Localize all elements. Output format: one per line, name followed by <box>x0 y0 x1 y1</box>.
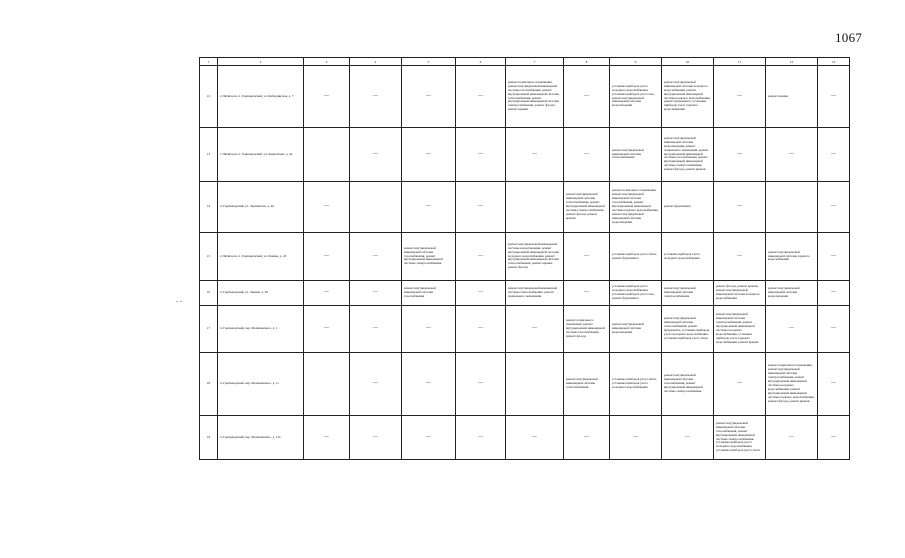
work-cell: — <box>818 281 850 306</box>
work-cell: — <box>456 66 506 128</box>
work-cell: — <box>818 66 850 128</box>
work-cell: ремонт внутридомовой инженерной системы газоснабжения, ремонт внутридомовой инженерной системы электроснабжения, установка приборов учета холодного водоснабжения, установка приборов учета тепла <box>714 416 766 460</box>
work-cell: — <box>714 128 766 182</box>
work-cell: — <box>402 353 456 416</box>
table-row <box>200 416 850 460</box>
work-cell: — <box>818 182 850 233</box>
work-cell: — <box>818 416 850 460</box>
work-cell: ремонт внутридомовой инженерной системы холодного водоснабжения, ремонт внутридомовой инженерной системы горячего водоснабжения, ремонт фундамента, установка приборов учета горячего водоснабжения <box>662 66 714 128</box>
work-cell: ремонт внутридомовой инженерной системы электроснабжения <box>662 281 714 306</box>
column-header: 9 <box>610 58 662 66</box>
work-cell: ремонт внутридомовой инженерной системы водоотведения, ремонт подвального помещения, ремонт внутридомовой инженерной системы газоснабжения, ремонт внутридомовой инженерной системы электроснабжения, ремонт фасада, ремонт крыши <box>662 128 714 182</box>
work-cell: — <box>456 233 506 281</box>
work-cell <box>506 182 564 233</box>
address-cell: п. Горячеводский, пер. Малиновского, д. 13а <box>218 416 304 460</box>
work-cell: — <box>506 128 564 182</box>
work-cell: — <box>766 416 818 460</box>
work-cell: — <box>766 128 818 182</box>
work-cell: — <box>818 353 850 416</box>
work-cell: ремонт внутридомовой инженерной системы теплоснабжения <box>564 353 610 416</box>
address-cell: п. Горячеводский, пер. Малиновского, д. 11 <box>218 353 304 416</box>
work-cell: — <box>456 416 506 460</box>
work-cell: — <box>456 306 506 353</box>
work-cell: — <box>564 66 610 128</box>
work-cell: ремонт подвального помещения, ремонт внутридомовой инженерной системы газоснабжения, ремонт фасада <box>564 306 610 353</box>
work-cell: ремонт внутридомовой инженерной системы водоотведения <box>610 306 662 353</box>
work-cell: — <box>456 353 506 416</box>
work-cell: установка приборов учета холодного водоснабжения, установка приборов учета газа, ремонт внутридомовой инженерной системы водоотведения <box>610 66 662 128</box>
work-cell: ремонт фундамента <box>662 182 714 233</box>
work-cell: — <box>456 182 506 233</box>
work-cell: ремонт внутридомовой инженерной системы теплоснабжения, ремонт внутридомовой инженерной системы электроснабжения, ремонт фасада, ремонт крыши <box>564 182 610 233</box>
work-cell: — <box>818 306 850 353</box>
work-cell: — <box>506 306 564 353</box>
row-number: 17 <box>200 306 218 353</box>
work-cell: — <box>564 281 610 306</box>
column-header: 12 <box>766 58 818 66</box>
work-cell: — <box>304 66 350 128</box>
address-cell: п. Горячеводский, ул. Ленина, д. 49 <box>218 281 304 306</box>
table-row <box>200 182 850 233</box>
address-cell: г. Пятигорск, п. Горячеводский, ул. Лермонтова, д. 42 <box>218 128 304 182</box>
work-cell: установка приборов учета холодного водоснабжения, установка приборов учета газа, ремонт фундамента <box>610 281 662 306</box>
work-cell: — <box>304 281 350 306</box>
column-header: 6 <box>456 58 506 66</box>
work-cell: ремонт внутридомовой инженерной системы газоснабжения, ремонт внутридомовой инженерной системы электроснабжения <box>402 233 456 281</box>
row-number: 16 <box>200 281 218 306</box>
work-cell: — <box>564 128 610 182</box>
work-cell <box>350 182 402 233</box>
work-cell <box>304 128 350 182</box>
work-cell: — <box>304 182 350 233</box>
work-cell: ремонт крыши <box>766 66 818 128</box>
work-cell: — <box>304 233 350 281</box>
column-header: 3 <box>304 58 350 66</box>
address-cell: п. Горячеводский, пер. Малиновского, д. 1 <box>218 306 304 353</box>
work-cell: — <box>506 416 564 460</box>
work-cell: — <box>714 182 766 233</box>
work-cell: — <box>350 281 402 306</box>
row-number: 12 <box>200 66 218 128</box>
work-cell: — <box>402 128 456 182</box>
row-number: 18 <box>200 353 218 416</box>
work-cell <box>304 353 350 416</box>
work-cell: — <box>564 416 610 460</box>
row-number: 15 <box>200 233 218 281</box>
repair-schedule-table <box>199 57 850 460</box>
work-cell <box>506 353 564 416</box>
work-cell: — <box>662 416 714 460</box>
address-cell: г. Пятигорск, п. Горячеводский, ул. Ленина, д. 45 <box>218 233 304 281</box>
column-header: 5 <box>402 58 456 66</box>
work-cell: — <box>350 128 402 182</box>
column-header: 11 <box>714 58 766 66</box>
address-cell: п. Горячеводский, ул. Лермонтова, д. 46 <box>218 182 304 233</box>
row-number: 19 <box>200 416 218 460</box>
work-cell: — <box>714 233 766 281</box>
work-cell: — <box>350 233 402 281</box>
work-cell: — <box>766 306 818 353</box>
column-header: 10 <box>662 58 714 66</box>
column-header: 7 <box>506 58 564 66</box>
column-header: 4 <box>350 58 402 66</box>
work-cell: ремонт внутридомовой инженерной системы теплоснабжения, ремонт фундамента, установка приборов учета холодного водоснабжения, установка приборов учета тепла <box>662 306 714 353</box>
work-cell: — <box>714 66 766 128</box>
work-cell: — <box>304 416 350 460</box>
work-cell: — <box>714 353 766 416</box>
work-cell: ремонт подвального помещения, ремонт внутридомовой инженерной системы электроснабжения, ремонт внутридомовой инженерной системы холодного водоснабжения, ремонт внутридомовой инженерной системы горячего водоснабжения, ремонт фасада, ремонт крыши <box>766 353 818 416</box>
page-number: 1067 <box>835 30 863 45</box>
work-cell: ремонт внутридомовой инженерной системы водоотведения, ремонт внутридомовой инженерной системы холодного водоснабжения, ремонт внутридомовой инженерной системы теплоснабжения, ремонт крыши, ремонт фасада <box>506 233 564 281</box>
work-cell: ремонт подвального помещения, ремонт внутридомовой инженерной системы газоснабжения, ремонт внутридомовой инженерной системы горячего водоснабжения, ремонт внутридомовой инженерной системы водоотведения <box>610 182 662 233</box>
row-number: 13 <box>200 128 218 182</box>
work-cell: — <box>564 233 610 281</box>
table-row <box>200 66 850 128</box>
column-header: 1 <box>200 58 218 66</box>
row-number: 14 <box>200 182 218 233</box>
work-cell: — <box>402 66 456 128</box>
work-cell: ремонт внутридомовой инженерной системы горячего водоснабжения <box>766 233 818 281</box>
work-cell: ремонт внутридомовой инженерной системы газоснабжения, ремонт внутридомовой инженерной системы электроснабжения <box>662 353 714 416</box>
table-row <box>200 306 850 353</box>
table-row <box>200 353 850 416</box>
work-cell: — <box>818 128 850 182</box>
work-cell: — <box>350 353 402 416</box>
work-cell: ремонт внутридомовой инженерной системы электроснабжения, ремонт внутридомовой инженерной системы холодного водоснабжения, установка приборов учета горячего водоснабжения, ремонт крыши <box>714 306 766 353</box>
work-cell <box>766 182 818 233</box>
table-row <box>200 128 850 182</box>
work-cell: — <box>402 416 456 460</box>
table-row <box>200 281 850 306</box>
work-cell: ремонт фасада, ремонт крыши, ремонт внутридомовой инженерной системы холодного водоснабжения <box>714 281 766 306</box>
work-cell: — <box>818 233 850 281</box>
work-cell: ремонт внутридомовой инженерной системы газоснабжения <box>402 281 456 306</box>
work-cell: установка приборов учета холодного водоснабжения <box>662 233 714 281</box>
column-header: 8 <box>564 58 610 66</box>
work-cell: — <box>402 182 456 233</box>
column-header: 13 <box>818 58 850 66</box>
work-cell: — <box>456 128 506 182</box>
work-cell: ремонт внутридомовой инженерной системы теплоснабжения, ремонт подвального помещения <box>506 281 564 306</box>
work-cell: — <box>350 416 402 460</box>
work-cell: ремонт внутридомовой инженерной системы теплоснабжения <box>610 128 662 182</box>
work-cell: — <box>456 281 506 306</box>
margin-mark: - - <box>176 297 183 305</box>
work-cell: — <box>350 66 402 128</box>
column-header: 2 <box>218 58 304 66</box>
work-cell: ремонт внутридомовой инженерной системы водоотведения <box>766 281 818 306</box>
address-cell: г. Пятигорск, п. Горячеводский, ул. Кабардинская, д. 7 <box>218 66 304 128</box>
work-cell: — <box>402 306 456 353</box>
work-cell: установка приборов учета тепла, ремонт фундамента <box>610 233 662 281</box>
work-cell: — <box>350 306 402 353</box>
table-header-row <box>200 58 850 66</box>
table-row <box>200 233 850 281</box>
work-cell: установка приборов учета тепла, установка приборов учета холодного водоснабжения <box>610 353 662 416</box>
work-cell: — <box>304 306 350 353</box>
work-cell: ремонт подвального помещения, ремонт внутридомовой инженерной системы газоснабжения, ремонт внутридомовой инженерной системы теплоснабжения, ремонт внутридомовой инженерной системы электроснабжения, ремонт фасада, ремонт крыши <box>506 66 564 128</box>
work-cell: — <box>610 416 662 460</box>
